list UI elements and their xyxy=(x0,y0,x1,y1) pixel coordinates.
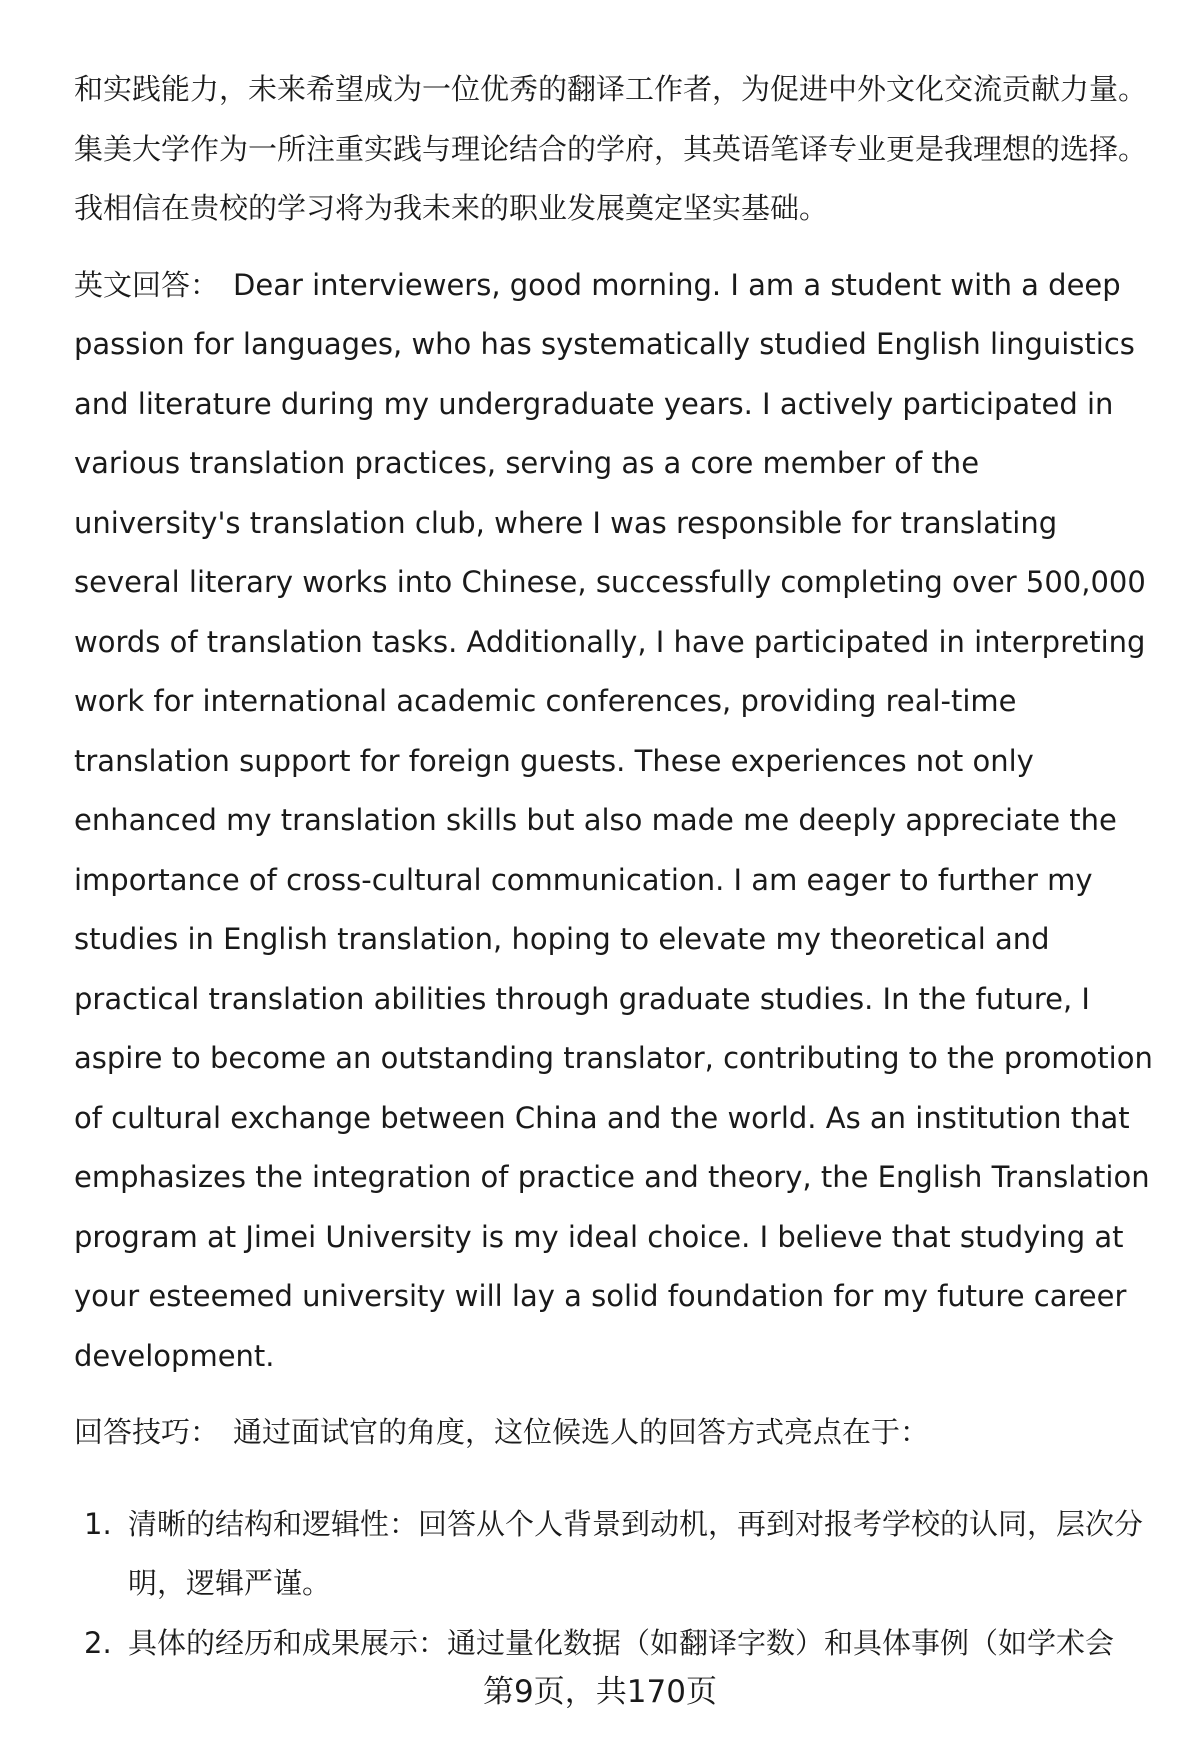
intro-paragraph: 和实践能力，未来希望成为一位优秀的翻译工作者，为促进中外文化交流贡献力量。集美大学作为一所注重实践与理论结合的学府，其英语笔译专业更是我理想的选择。我相信在贵校的学习将为我未来的职业发展奠定坚实基础。 xyxy=(74,72,1148,225)
list-item-text: 清晰的结构和逻辑性：回答从个人背景到动机，再到对报考学校的认同，层次分明，逻辑严谨。 xyxy=(128,1506,1144,1600)
english-answer-text: Dear interviewers, good morning. I am a student with a deep passion for languages, who has systematically studied English linguistics and literature during my undergraduate years. I actively participated in various translation practices, serving as a core member of the university's translation club, where I was responsible for translating several literary works into Chinese, successfully completing over 500,000 words of translation tasks. Additionally, I have participated in interpreting work for international academic conferences, providing real-time translation support for foreign guests. These experiences not only enhanced my translation skills but also made me deeply appreciate the importance of cross-cultural communication. I am eager to further my studies in English translation, hoping to elevate my theoretical and practical translation abilities through graduate studies. In the future, I aspire to become an outstanding translator, contributing to the promotion of cultural exchange between China and the world. As an institution that emphasizes the integration of practice and theory, the English Translation program at Jimei University is my ideal choice. I believe that studying at your esteemed university will lay a solid foundation for my future career development. xyxy=(74,267,1153,1373)
list-item-number: 2. xyxy=(84,1625,112,1660)
list-item xyxy=(74,1495,1154,1614)
tips-list xyxy=(74,1495,1154,1674)
tips-label: 回答技巧： xyxy=(74,1415,220,1449)
document-body xyxy=(74,60,1154,1673)
list-item-number: 1. xyxy=(84,1506,112,1541)
page-footer: 第9页，共170页 xyxy=(483,1674,717,1710)
english-answer-paragraph xyxy=(74,256,1154,1387)
tips-paragraph xyxy=(74,1403,1154,1463)
list-item-text: 具体的经历和成果展示：通过量化数据（如翻译字数）和具体事例（如学术会 xyxy=(128,1625,1115,1660)
english-answer-label: 英文回答： xyxy=(74,267,220,302)
tips-text: 通过面试官的角度，这位候选人的回答方式亮点在于： xyxy=(233,1415,930,1449)
list-item xyxy=(74,1614,1154,1674)
